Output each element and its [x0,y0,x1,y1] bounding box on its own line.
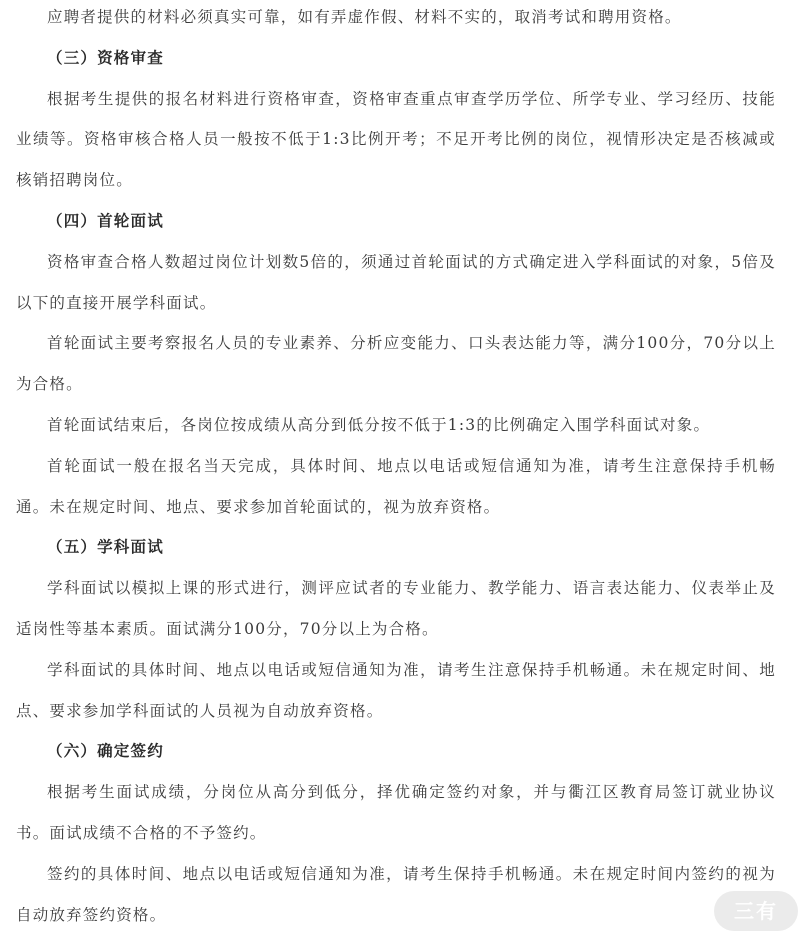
section-heading: （三）资格审查 [47,47,164,67]
section-heading: （四）首轮面试 [47,210,164,230]
section-heading: （五）学科面试 [47,537,164,557]
paragraph: 首轮面试一般在报名当天完成，具体时间、地点以电话或短信通知为准，请考生注意保持手机畅通。未在规定时间、地点、要求参加首轮面试的，视为放弃资格。 [16,456,776,516]
paragraph: 资格审查合格人数超过岗位计划数5倍的，须通过首轮面试的方式确定进入学科面试的对象，5倍及以下的直接开展学科面试。 [16,252,776,312]
paragraph: 根据考生提供的报名材料进行资格审查，资格审查重点审查学历学位、所学专业、学习经历、技能业绩等。资格审核合格人员一般按不低于1:3比例开考；不足开考比例的岗位，视情形决定是否核减或核销招聘岗位。 [16,89,776,190]
paragraph: 学科面试的具体时间、地点以电话或短信通知为准，请考生注意保持手机畅通。未在规定时间、地点、要求参加学科面试的人员视为自动放弃资格。 [16,660,776,720]
section-contract-signing [16,731,776,935]
paragraph: 根据考生面试成绩，分岗位从高分到低分，择优确定签约对象，并与衢江区教育局签订就业协议书。面试成绩不合格的不予签约。 [16,783,776,842]
document-page [16,0,776,935]
paragraph: 首轮面试主要考察报名人员的专业素养、分析应变能力、口头表达能力等，满分100分，70分以上为合格。 [16,334,776,394]
section-first-interview [16,201,776,527]
paragraph: 签约的具体时间、地点以电话或短信通知为准，请考生保持手机畅通。未在规定时间内签约的视为自动放弃签约资格。 [16,864,776,924]
intro-paragraph: 应聘者提供的材料必须真实可靠，如有弄虚作假、材料不实的，取消考试和聘用资格。 [47,8,682,26]
paragraph: 首轮面试结束后，各岗位按成绩从高分到低分按不低于1:3的比例确定入围学科面试对象。 [47,415,711,434]
section-subject-interview [16,527,776,731]
section-qualification-review [16,38,776,201]
section-heading: （六）确定签约 [47,741,164,761]
paragraph: 学科面试以模拟上课的形式进行，测评应试者的专业能力、教学能力、语言表达能力、仪表举止及适岗性等基本素质。面试满分100分，70分以上为合格。 [16,579,776,638]
watermark-logo: 三有 [714,891,798,931]
